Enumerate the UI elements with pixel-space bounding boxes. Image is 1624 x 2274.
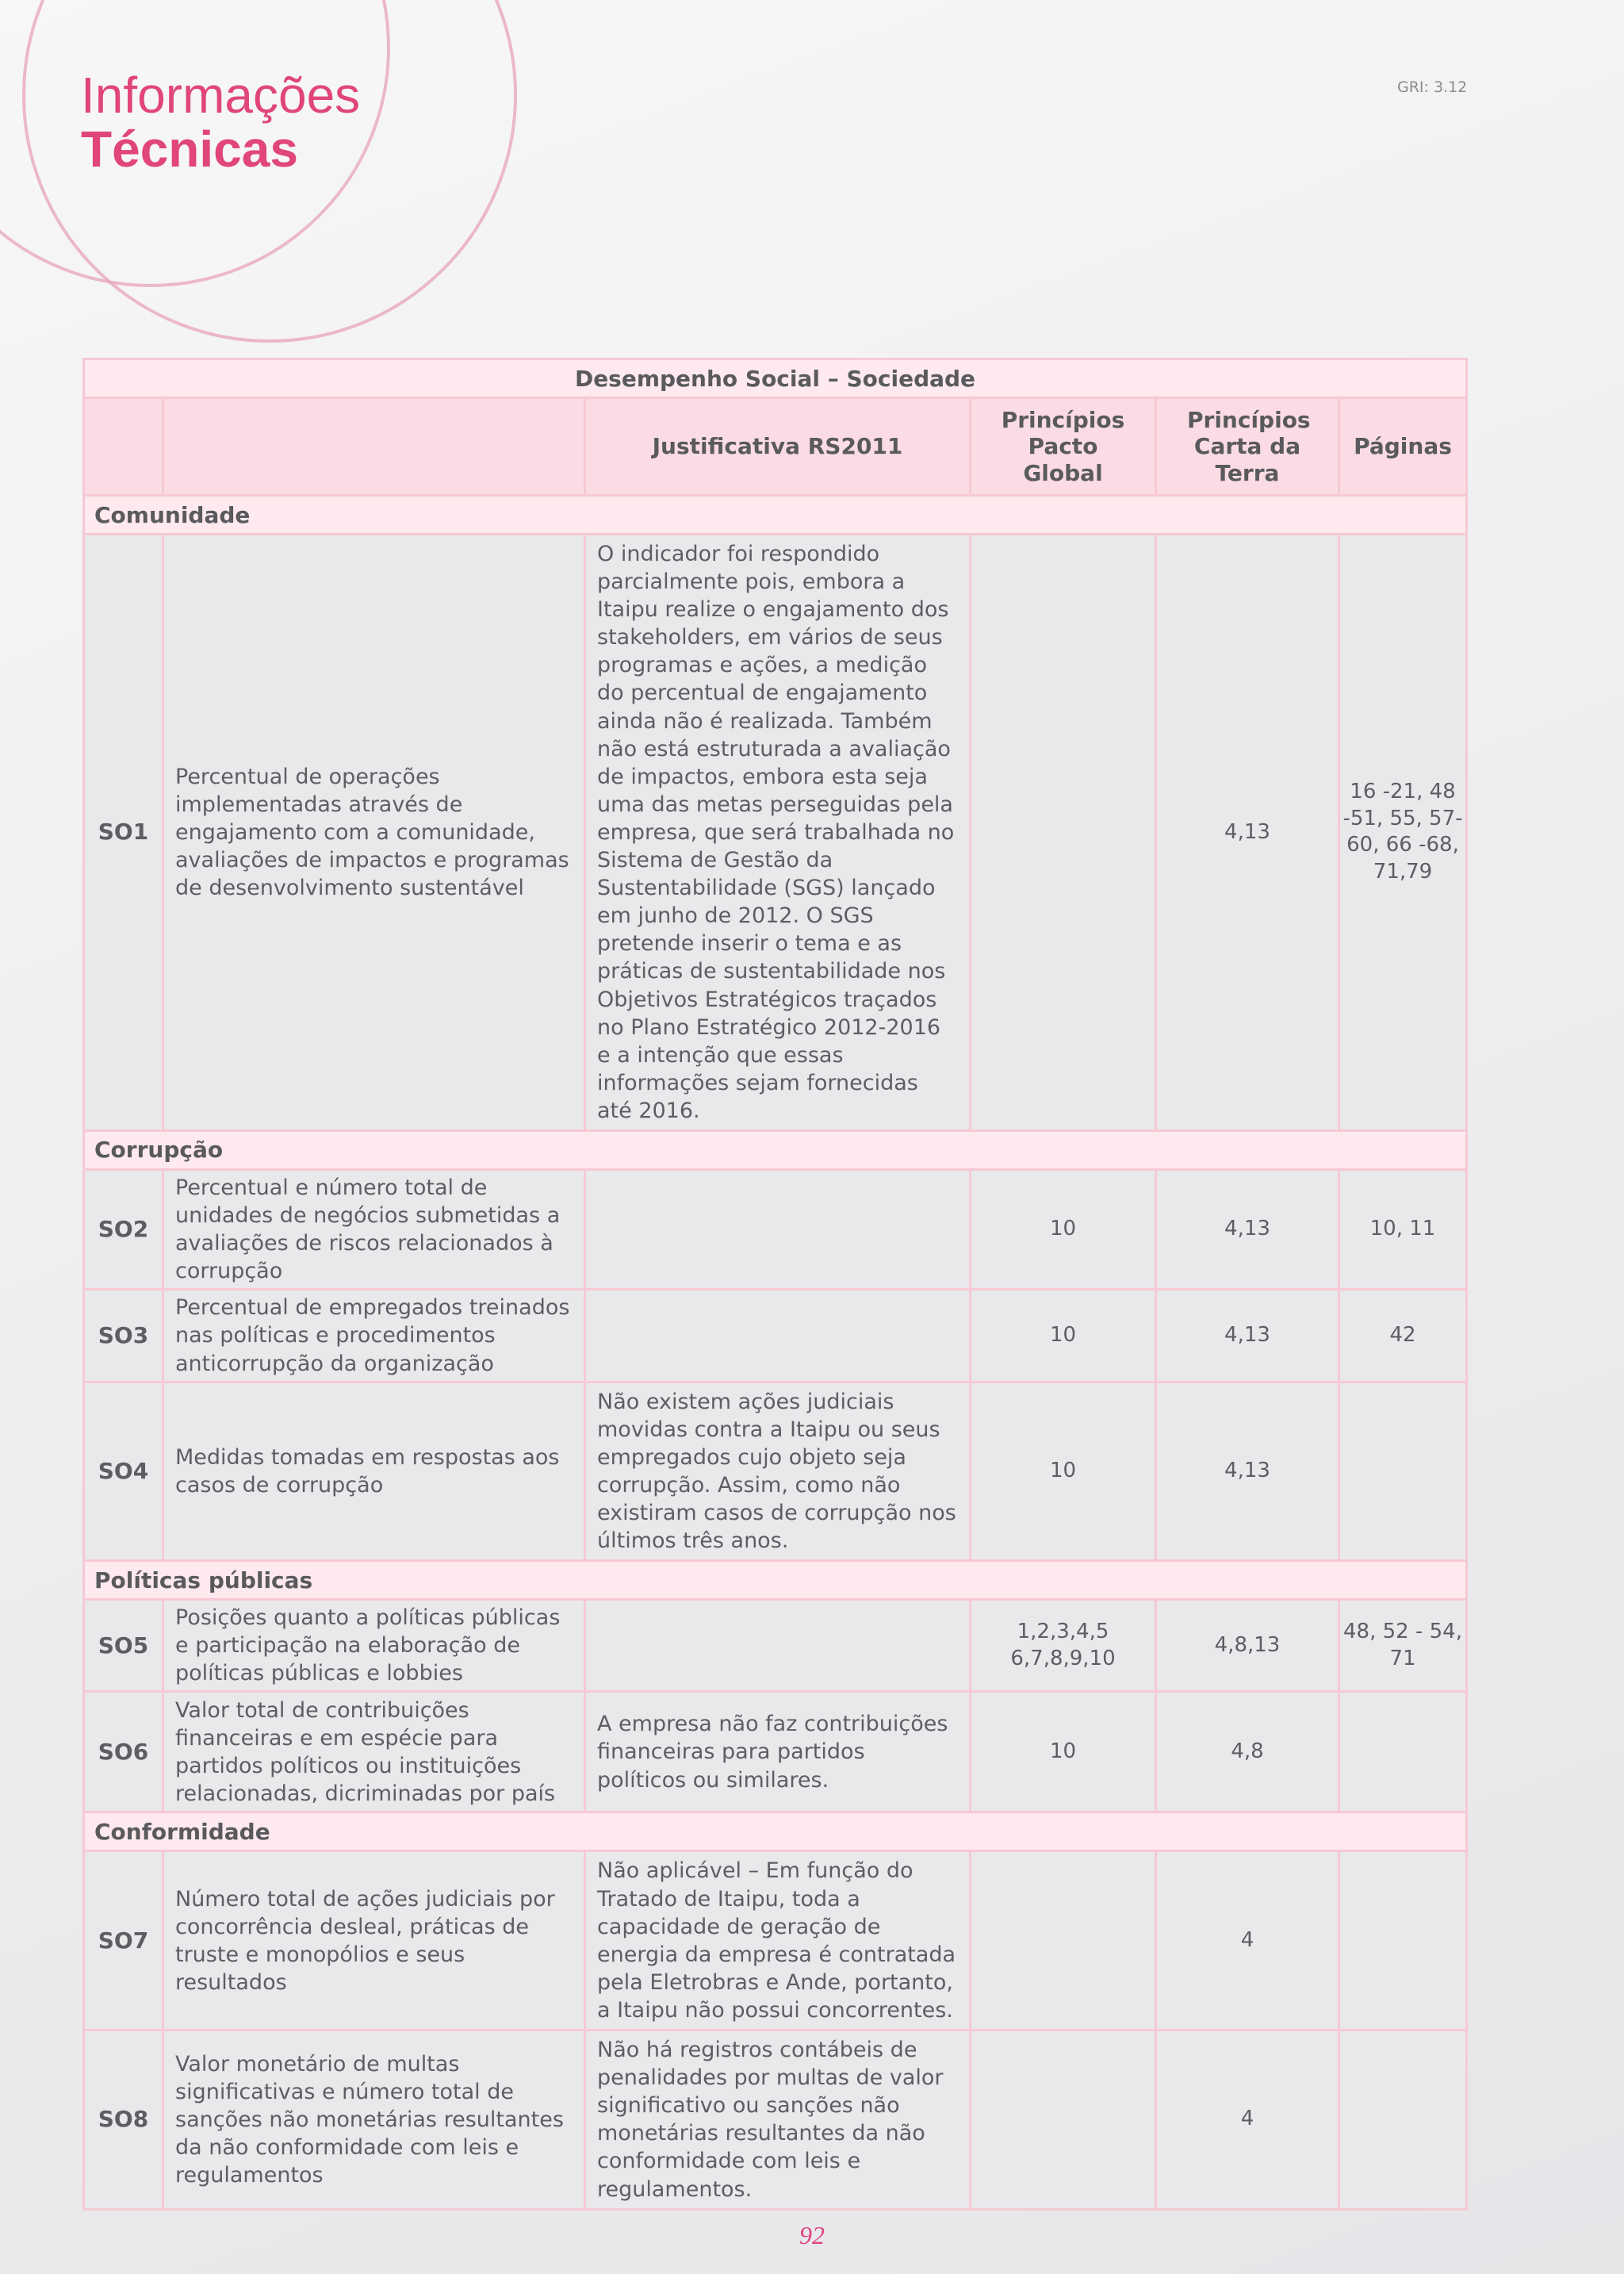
justification-text: A empresa não faz contribuições financeiras para partidos políticos ou similares. xyxy=(585,1692,971,1812)
carta-terra-value: 4,8 xyxy=(1156,1692,1339,1812)
indicator-description: Número total de ações judiciais por concorrência desleal, práticas de truste e monopólios e seus resultados xyxy=(163,1851,585,2030)
table-row xyxy=(84,2030,1467,2210)
indicator-description: Posições quanto a políticas públicas e participação na elaboração de políticas públicas e lobbies xyxy=(163,1600,585,1692)
carta-terra-value: 4,8,13 xyxy=(1156,1600,1339,1692)
carta-terra-value: 4,13 xyxy=(1156,1290,1339,1382)
indicator-description: Percentual de operações implementadas através de engajamento com a comunidade, avaliações de impactos e programas de desenvolvimento sustentável xyxy=(163,535,585,1131)
pacto-global-value: 10 xyxy=(971,1692,1156,1812)
justification-text: Não aplicável – Em função do Tratado de Itaipu, toda a capacidade de geração de energia da empresa é contratada pela Eletrobras e Ande, portanto, a Itaipu não possui concorrentes. xyxy=(585,1851,971,2030)
table-row xyxy=(84,1290,1467,1382)
carta-terra-value: 4,13 xyxy=(1156,1169,1339,1289)
table-caption: Desempenho Social – Sociedade xyxy=(84,359,1467,398)
justification-text: Não existem ações judiciais movidas contra a Itaipu ou seus empregados cujo objeto seja corrupção. Assim, como não existiram casos de corrupção nos últimos três anos. xyxy=(585,1382,971,1561)
col-header-pacto: Princípios Pacto Global xyxy=(971,398,1156,496)
pages-value xyxy=(1339,1382,1467,1561)
indicator-code: SO6 xyxy=(84,1692,163,1812)
col-header-description xyxy=(163,398,585,496)
carta-terra-value: 4,13 xyxy=(1156,1382,1339,1561)
page-title-line1: Informações xyxy=(81,67,361,124)
section-header: Comunidade xyxy=(84,496,1467,535)
indicator-code: SO8 xyxy=(84,2030,163,2210)
justification-text xyxy=(585,1600,971,1692)
justification-text: O indicador foi respondido parcialmente pois, embora a Itaipu realize o engajamento dos stakeholders, em vários de seus programas e ações, a medição do percentual de engajamento ainda não é realizada. Também não está estruturada a avaliação de impactos, embora esta seja uma das metas perseguidas pela empresa, que será trabalhada no Sistema de Gestão da Sustentabilidade (SGS) lançado em junho de 2012. O SGS pretende inserir o tema e as práticas de sustentabilidade nos Objetivos Estratégicos traçados no Plano Estratégico 2012-2016 e a intenção que essas informações sejam fornecidas até 2016. xyxy=(585,535,971,1131)
table-row xyxy=(84,1382,1467,1561)
table-row xyxy=(84,535,1467,1131)
col-header-code xyxy=(84,398,163,496)
col-header-justificativa: Justificativa RS2011 xyxy=(585,398,971,496)
page-title xyxy=(81,67,361,178)
table-row xyxy=(84,1600,1467,1692)
indicator-code: SO1 xyxy=(84,535,163,1131)
indicator-table xyxy=(82,358,1465,2211)
indicator-description: Valor monetário de multas significativas e número total de sanções não monetárias resultantes da não conformidade com leis e regulamentos xyxy=(163,2030,585,2210)
pages-value: 10, 11 xyxy=(1339,1169,1467,1289)
pages-value xyxy=(1339,2030,1467,2210)
justification-text xyxy=(585,1290,971,1382)
pacto-global-value: 10 xyxy=(971,1382,1156,1561)
indicator-code: SO4 xyxy=(84,1382,163,1561)
indicator-description: Valor total de contribuições financeiras e em espécie para partidos políticos ou instituições relacionadas, dicriminadas por país xyxy=(163,1692,585,1812)
pages-value xyxy=(1339,1692,1467,1812)
indicator-description: Percentual e número total de unidades de negócios submetidas a avaliações de riscos relacionados à corrupção xyxy=(163,1169,585,1289)
indicator-code: SO2 xyxy=(84,1169,163,1289)
indicator-description: Medidas tomadas em respostas aos casos de corrupção xyxy=(163,1382,585,1561)
pacto-global-value xyxy=(971,2030,1156,2210)
section-header: Corrupção xyxy=(84,1130,1467,1169)
indicator-code: SO7 xyxy=(84,1851,163,2030)
pages-value: 48, 52 - 54, 71 xyxy=(1339,1600,1467,1692)
section-header: Políticas públicas xyxy=(84,1561,1467,1600)
pacto-global-value: 10 xyxy=(971,1290,1156,1382)
gri-reference: GRI: 3.12 xyxy=(1397,79,1468,96)
pages-value: 42 xyxy=(1339,1290,1467,1382)
page-title-line2: Técnicas xyxy=(81,121,298,178)
col-header-paginas: Páginas xyxy=(1339,398,1467,496)
carta-terra-value: 4 xyxy=(1156,2030,1339,2210)
pacto-global-value xyxy=(971,535,1156,1131)
pacto-global-value xyxy=(971,1851,1156,2030)
indicator-code: SO3 xyxy=(84,1290,163,1382)
decorative-rings xyxy=(0,0,555,365)
pacto-global-value: 10 xyxy=(971,1169,1156,1289)
table-row xyxy=(84,1169,1467,1289)
section-header: Conformidade xyxy=(84,1812,1467,1851)
table-row xyxy=(84,1851,1467,2030)
justification-text: Não há registros contábeis de penalidades por multas de valor significativo ou sanções não monetárias resultantes da não conformidade com leis e regulamentos. xyxy=(585,2030,971,2210)
table-row xyxy=(84,1692,1467,1812)
carta-terra-value: 4,13 xyxy=(1156,535,1339,1131)
pages-value xyxy=(1339,1851,1467,2030)
pages-value: 16 -21, 48 -51, 55, 57-60, 66 -68, 71,79 xyxy=(1339,535,1467,1131)
page-number: 92 xyxy=(799,2221,825,2249)
indicator-description: Percentual de empregados treinados nas políticas e procedimentos anticorrupção da organização xyxy=(163,1290,585,1382)
col-header-carta: Princípios Carta da Terra xyxy=(1156,398,1339,496)
justification-text xyxy=(585,1169,971,1289)
carta-terra-value: 4 xyxy=(1156,1851,1339,2030)
indicator-code: SO5 xyxy=(84,1600,163,1692)
pacto-global-value: 1,2,3,4,5 6,7,8,9,10 xyxy=(971,1600,1156,1692)
